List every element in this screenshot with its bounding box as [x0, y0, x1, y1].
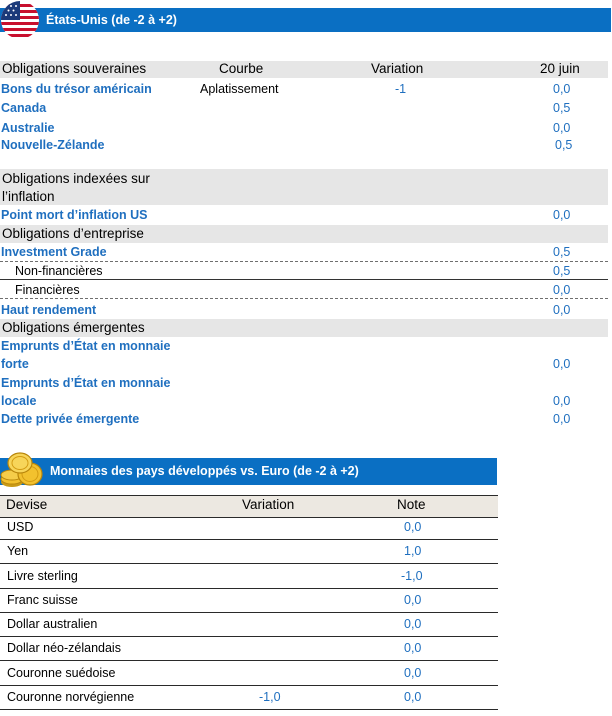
corporate-header: Obligations d’entreprise — [2, 226, 144, 241]
table-row-divider — [0, 539, 498, 540]
currency-note-nzd: 0,0 — [404, 641, 422, 655]
currency-name-gbp: Livre sterling — [7, 569, 78, 583]
emerging-header: Obligations émergentes — [2, 320, 145, 335]
currency-note-sek: 0,0 — [404, 666, 422, 680]
col-note: Note — [397, 497, 426, 512]
row-label-em-local-2: locale — [1, 394, 37, 408]
row-label-em-hard-2: forte — [1, 357, 29, 371]
row-value-australie: 0,0 — [553, 121, 571, 135]
gold-coins-icon — [0, 452, 44, 492]
row-value-hy: 0,0 — [553, 303, 571, 317]
currency-note-gbp: -1,0 — [401, 569, 423, 583]
row-value-em-hard: 0,0 — [553, 357, 571, 371]
col-devise: Devise — [6, 497, 48, 512]
us-flag-icon — [1, 1, 39, 39]
row-value-ig: 0,5 — [553, 245, 571, 259]
col-variation-currency: Variation — [242, 497, 295, 512]
row-label-hy: Haut rendement — [1, 303, 97, 317]
row-value-treasury: 0,0 — [553, 82, 571, 96]
row-label-fin: Financières — [15, 283, 80, 297]
table-row-divider — [0, 660, 498, 661]
table-row-divider — [0, 709, 498, 710]
row-value-em-local: 0,0 — [553, 394, 571, 408]
currency-name-yen: Yen — [7, 544, 29, 558]
currency-note-chf: 0,0 — [404, 593, 422, 607]
row-label-em-hard-1: Emprunts d’État en monnaie — [1, 339, 171, 353]
table-row-divider — [0, 612, 498, 613]
col-date: 20 juin — [540, 61, 580, 76]
row-value-inflation: 0,0 — [553, 208, 571, 222]
row-variation-treasury: -1 — [395, 82, 407, 96]
row-value-canada: 0,5 — [553, 101, 571, 115]
section1-banner — [0, 8, 611, 32]
currency-name-nzd: Dollar néo-zélandais — [7, 641, 121, 655]
separator-line — [0, 261, 608, 262]
row-courbe-treasury: Aplatissement — [200, 82, 279, 96]
row-label-treasury: Bons du trésor américain — [1, 82, 152, 96]
table-row-divider — [0, 636, 498, 637]
row-label-inflation: Point mort d’inflation US — [1, 208, 148, 222]
currency-name-aud: Dollar australien — [7, 617, 98, 631]
currency-name-nok: Couronne norvégienne — [7, 690, 135, 704]
currency-name-sek: Couronne suédoise — [7, 666, 116, 680]
row-value-fin: 0,0 — [553, 283, 571, 297]
row-label-australie: Australie — [1, 121, 55, 135]
row-value-em-corp: 0,0 — [553, 412, 571, 426]
separator-line — [0, 298, 608, 299]
currency-note-nok: 0,0 — [404, 690, 422, 704]
inflation-header-line1: Obligations indexées sur — [2, 171, 150, 186]
row-label-em-corp: Dette privée émergente — [1, 412, 140, 426]
currency-variation-nok: -1,0 — [259, 690, 281, 704]
row-label-canada: Canada — [1, 101, 47, 115]
row-value-nz: 0,5 — [555, 138, 573, 152]
col-courbe: Courbe — [219, 61, 264, 76]
row-label-nonfin: Non-financières — [15, 264, 103, 278]
currency-note-yen: 1,0 — [404, 544, 422, 558]
table-row-divider — [0, 563, 498, 564]
col-variation: Variation — [371, 61, 424, 76]
section2-banner — [0, 458, 497, 485]
col-obligations-souveraines: Obligations souveraines — [2, 61, 147, 76]
inflation-header-line2: l’inflation — [2, 189, 55, 204]
table-row-divider — [0, 588, 498, 589]
currency-name-usd: USD — [7, 520, 34, 534]
section1-title: États-Unis (de -2 à +2) — [46, 13, 177, 27]
section2-title: Monnaies des pays développés vs. Euro (de -2 à +2) — [50, 464, 359, 478]
row-label-nz: Nouvelle-Zélande — [1, 138, 105, 152]
currency-note-aud: 0,0 — [404, 617, 422, 631]
currency-name-chf: Franc suisse — [7, 593, 78, 607]
separator-line — [0, 279, 608, 280]
row-label-em-local-1: Emprunts d’État en monnaie — [1, 376, 171, 390]
row-label-ig: Investment Grade — [1, 245, 107, 259]
currency-note-usd: 0,0 — [404, 520, 422, 534]
row-value-nonfin: 0,5 — [553, 264, 571, 278]
table-row-divider — [0, 685, 498, 686]
